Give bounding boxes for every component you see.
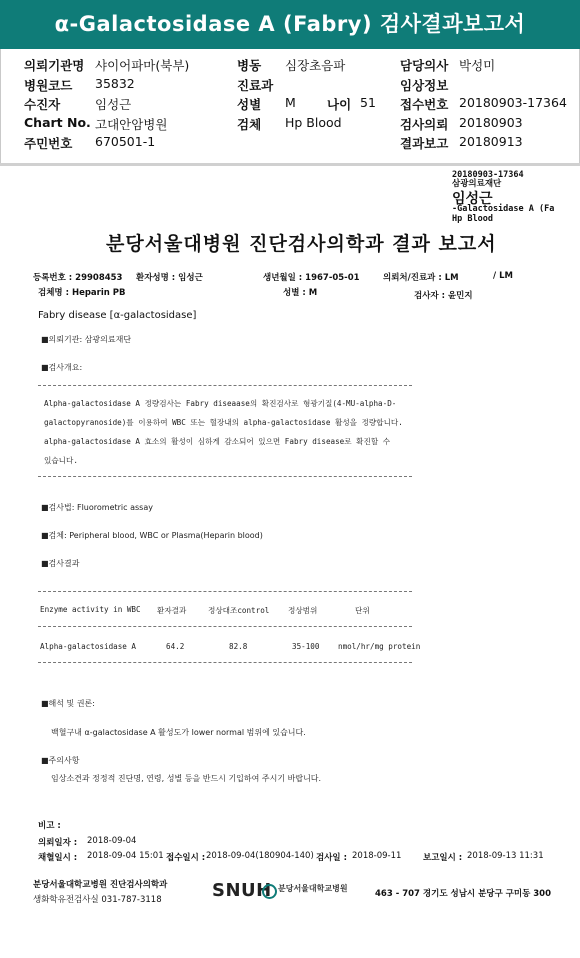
chart-no-label: Chart No. — [24, 115, 91, 130]
sex-value: M — [285, 95, 296, 110]
report-date-label: 결과보고 — [400, 136, 449, 151]
patient-name: 환자성명 : 임성근 — [136, 273, 203, 283]
interpretation-header: ■해석 및 권론: — [41, 699, 95, 708]
date-of-birth: 생년월일 : 1967-05-01 — [263, 273, 360, 283]
caution-text: 임상소견과 정정적 진단명, 연령, 성별 등을 반드시 기입하여 주시기 바랍니다. — [51, 774, 322, 783]
footer-dept: 분당서울대학교병원 진단검사의학과 — [33, 880, 168, 890]
test-name: Fabry disease [α-galactosidase] — [38, 310, 197, 321]
stamp-specimen: Hp Blood — [452, 214, 493, 224]
footer-lab-phone: 생화학유전검사실 031-787-3118 — [33, 895, 162, 905]
table-cell-patient: 64.2 — [166, 642, 185, 651]
hospital-code-value: 35832 — [95, 76, 135, 91]
specimen-label: 검체 — [237, 117, 262, 132]
ward-value: 심장초음파 — [285, 58, 346, 73]
patient-info-panel — [0, 52, 580, 162]
institution-label: 의뢰기관명 — [24, 58, 85, 73]
stamp-receipt-no: 20180903-17364 — [452, 170, 524, 180]
request-date-value: 2018-09-04 — [87, 836, 137, 846]
test-date-value: 2018-09-11 — [352, 851, 402, 861]
specimen-value: Hp Blood — [285, 115, 342, 130]
dept-label: 진료과 — [237, 78, 274, 93]
dashed-divider — [38, 626, 412, 627]
dashed-divider — [38, 385, 412, 386]
table-header-control: 정상대조control — [208, 606, 270, 615]
table-cell-unit: nmol/hr/mg protein — [338, 642, 421, 651]
specimen-name: 검체명 : Heparin PB — [38, 288, 126, 298]
page-title: α-Galactosidase A (Fabry) 검사결과보고서 — [54, 12, 526, 36]
requesting-dept-2: / LM — [493, 271, 513, 281]
collector-label: 수진자 — [24, 97, 61, 112]
table-cell-enzyme: Alpha-galactosidase A — [40, 642, 137, 651]
chart-no-value: 고대안암병원 — [95, 117, 168, 132]
draw-date-label: 채혈일시 : — [38, 853, 78, 863]
table-cell-control: 82.8 — [229, 642, 248, 651]
table-header-range: 정상범위 — [288, 606, 318, 615]
report-heading: 분당서울대병원 진단검사의학과 결과 보고서 — [106, 233, 497, 255]
overview-line: Alpha-galactosidase A 정량검사는 Fabry diseaase의 확진검사로 형광기질(4-MU-alpha-D- — [44, 399, 397, 408]
tester-name: 검사자 : 윤민지 — [414, 291, 473, 301]
id-number-value: 670501-1 — [95, 134, 156, 149]
requesting-dept: 의뢰처/진료과 : LM — [383, 273, 459, 283]
interpretation-text: 백혈구내 α-galactosidase A 활성도가 lower normal 범위에 있습니다. — [51, 728, 306, 737]
age-value: 51 — [360, 95, 376, 110]
draw-date-value: 2018-09-04 15:01 — [87, 851, 164, 861]
hospital-code-label: 병원코드 — [24, 78, 73, 93]
request-date-label: 검사의뢰 — [400, 117, 449, 132]
stamp-lab-name: 삼광의료재단 — [452, 179, 502, 189]
doctor-value: 박성미 — [459, 58, 496, 73]
institution-value: 샤이어파마(북부) — [95, 58, 190, 73]
sex-label: 성별 — [237, 97, 262, 112]
table-header-unit: 단위 — [355, 606, 370, 615]
id-number-label: 주민번호 — [24, 136, 73, 151]
report-date-label: 보고일시 : — [423, 853, 463, 863]
stamp-test-name: -Galactosidase A (Fa — [452, 204, 555, 214]
test-date-label: 검사일 : — [316, 853, 347, 863]
report-date-value: 2018-09-13 11:31 — [467, 851, 544, 861]
receipt-no-value: 20180903-17364 — [459, 95, 567, 110]
hospital-address: 463 - 707 경기도 성남시 분당구 구미동 300 — [375, 889, 552, 899]
remark-label: 비고 : — [38, 821, 61, 831]
doctor-label: 담당의사 — [400, 58, 449, 73]
reg-number: 등록번호 : 29908453 — [33, 273, 123, 283]
age-label: 나이 — [327, 97, 352, 112]
scanned-report — [0, 166, 580, 958]
sample-type: ■검체: Peripheral blood, WBC or Plasma(Heparin blood) — [41, 531, 263, 540]
overview-header: ■검사개요: — [41, 363, 83, 372]
report-title-bar — [0, 0, 580, 49]
overview-line: 있습니다. — [44, 456, 78, 465]
table-cell-range: 35-100 — [292, 642, 320, 651]
caution-header: ■주의사항 — [41, 756, 80, 765]
logo-text: SNUH — [212, 880, 272, 901]
table-header-patient: 환자결과 — [157, 606, 187, 615]
requesting-org: ■의뢰기관: 삼광의료재단 — [41, 335, 132, 344]
collector-value: 임성근 — [95, 97, 132, 112]
logo-subtitle: 분당서울대학교병원 — [278, 884, 348, 893]
receipt-date-label: 접수일시 : — [166, 853, 206, 863]
report-date-value: 20180913 — [459, 134, 523, 149]
request-date-value: 20180903 — [459, 115, 523, 130]
stamp-patient-name: 임성근 — [452, 191, 493, 207]
report-sex: 성별 : M — [283, 288, 318, 298]
method: ■검사법: Fluorometric assay — [41, 503, 153, 512]
dashed-divider — [38, 476, 412, 477]
receipt-date-value: 2018-09-04(180904-140) — [206, 851, 314, 861]
ward-label: 병동 — [237, 58, 262, 73]
request-date-label: 의뢰일자 : — [38, 838, 78, 848]
table-header-enzyme: Enzyme activity in WBC — [40, 605, 141, 614]
dashed-divider — [38, 662, 412, 663]
clinical-info-label: 임상정보 — [400, 78, 449, 93]
logo-emblem-icon — [262, 884, 277, 899]
receipt-no-label: 접수번호 — [400, 97, 449, 112]
overview-line: alpha-galactosidase A 효소의 활성이 심하게 감소되어 있으면 Fabry disease로 확진할 수 — [44, 437, 391, 446]
results-header: ■검사결과 — [41, 559, 80, 568]
overview-line: galactopyranoside)를 이용하여 WBC 또는 혈장내의 alpha-galactosidase 활성을 정량합니다. — [44, 418, 403, 427]
dashed-divider — [38, 591, 412, 592]
